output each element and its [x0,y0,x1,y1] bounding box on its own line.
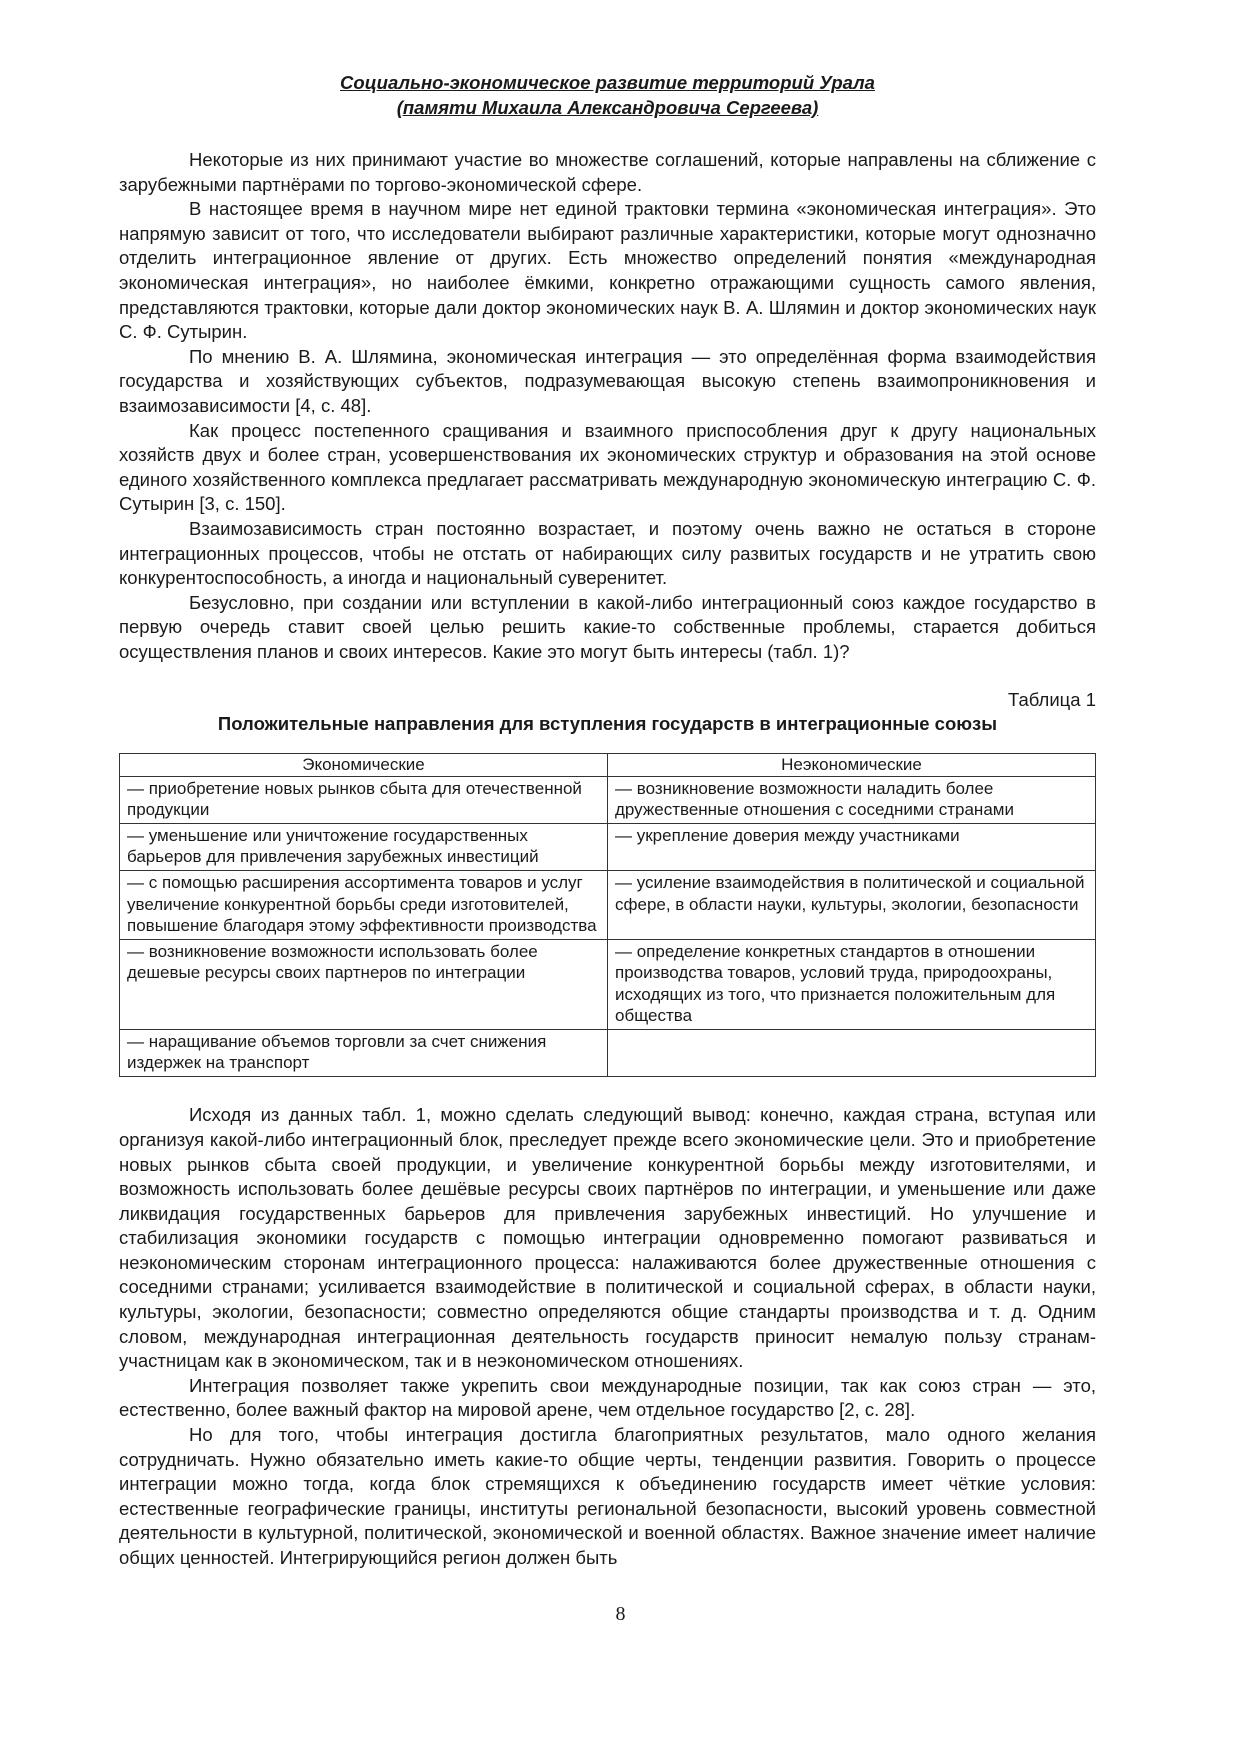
paragraph: Интеграция позволяет также укрепить свои международные позиции, так как союз стран — это, естественно, более важный фактор на мировой арене, чем отдельное государство [2, с. 28]. [119,1374,1096,1421]
table-title: Положительные направления для вступления государств в интеграционные союзы [217,713,998,735]
table-cell: — усиление взаимодействия в политической и социальной сфере, в области науки, культуры, экологии, безопасности [608,871,1096,940]
paragraph: Как процесс постепенного сращивания и взаимного приспособления друг к другу национальных хозяйств двух и более стран, усовершенствования их экономических структур и образования на этой основе единого хозяйственного комплекса предлагает рассматривать международную экономическую интеграцию С. Ф. Сутырин [3, с. 150]. [119,419,1096,515]
paragraph: Некоторые из них принимают участие во множестве соглашений, которые направлены на сближение с зарубежными партнёрами по торгово-экономической сфере. [119,149,1096,195]
table-row [120,940,1096,1030]
conclusion-text [119,1103,1096,1570]
running-header-line-2: (памяти Михаила Александровича Сергеева) [396,97,819,118]
table-row [120,1029,1096,1076]
table-row [120,776,1096,823]
table-cell: — наращивание объемов торговли за счет снижения издержек на транспорт [120,1029,608,1076]
table-cell: — приобретение новых рынков сбыта для отечественной продукции [120,776,608,823]
table-cell: — определение конкретных стандартов в отношении производства товаров, условий труда, природоохраны, исходящих из того, что признается положительным для общества [608,940,1096,1030]
table-row [120,871,1096,940]
column-header-economic: Экономические [120,754,608,776]
table-cell: — уменьшение или уничтожение государственных барьеров для привлечения зарубежных инвестиций [120,824,608,871]
page-number: 8 [615,1603,626,1625]
table-cell: — возникновение возможности использовать более дешевые ресурсы своих партнеров по интеграции [120,940,608,1030]
table-label: Таблица 1 [1008,689,1096,711]
table-cell [608,1029,1096,1076]
table-cell: — возникновение возможности наладить более дружественные отношения с соседними странами [608,776,1096,823]
table-row [120,824,1096,871]
integration-table [119,753,1096,1077]
running-header-line-1: Социально-экономическое развитие территорий Урала [340,72,875,93]
intro-text [119,148,1096,664]
paragraph: По мнению В. А. Шлямина, экономическая интеграция — это определённая форма взаимодействия государства и хозяйствующих субъектов, подразумевающая высокую степень взаимопроникновения и взаимозависимости [4, с. 48]. [119,345,1096,416]
column-header-non-economic: Неэкономические [608,754,1096,776]
table-cell: — укрепление доверия между участниками [608,824,1096,871]
paragraph: В настоящее время в научном мире нет единой трактовки термина «экономическая интеграция». Это напрямую зависит от того, что исследователи выбирают различные характеристики, которые могут однозначно отделить интеграционное явление от других. Есть множество определений понятия «международная экономическая интеграция», но наиболее ёмкими, конкретно отражающими сущность самого явления, представляются трактовки, которые дали доктор экономических наук В. А. Шлямин и доктор экономических наук С. Ф. Сутырин. [119,198,1096,343]
paragraph: Но для того, чтобы интеграция достигла благоприятных результатов, мало одного желания сотрудничать. Нужно обязательно иметь какие-то общие черты, тенденции развития. Говорить о процессе интеграции можно тогда, когда блок стремящихся к объединению государств имеет чёткие условия: естественные географические границы, институты региональной безопасности, высокий уровень совместной деятельности в культурной, политической, экономической и военной областях. Важное значение имеет наличие общих ценностей. Интегрирующийся регион должен быть [119,1424,1096,1568]
paragraph: Безусловно, при создании или вступлении в какой-либо интеграционный союз каждое государство в первую очередь ставит своей целью решить какие-то собственные проблемы, старается добиться осуществления планов и своих интересов. Какие это могут быть интересы (табл. 1)? [119,591,1096,662]
table-cell: — с помощью расширения ассортимента товаров и услуг увеличение конкурентной борьбы среди изготовителей, повышение благодаря этому эффективности производства [120,871,608,940]
table-header-row [120,754,1096,776]
paragraph: Взаимозависимость стран постоянно возрастает, и поэтому очень важно не остаться в стороне интеграционных процессов, чтобы не отстать от набирающих силу развитых государств и не утратить свою конкурентоспособность, а иногда и национальный суверенитет. [119,517,1096,589]
paragraph: Исходя из данных табл. 1, можно сделать следующий вывод: конечно, каждая страна, вступая или организуя какой-либо интеграционный блок, преследует прежде всего экономические цели. Это и приобретение новых рынков сбыта своей продукции, и увеличение конкурентной борьбы между изготовителями, и возможность использовать более дешёвые ресурсы своих партнёров по интеграции, и уменьшение или даже ликвидация государственных барьеров для привлечения зарубежных инвестиций. Но улучшение и стабилизация экономики государств с помощью интеграции одновременно помогают развиваться и неэкономическим сторонам интеграционного процесса: налаживаются более дружественные отношения с соседними странами; усиливается взаимодействие в политической и социальной сферах, в области науки, культуры, экологии, безопасности; совместно определяются общие стандарты производства и т. д. Одним словом, международная интеграционная деятельность государств приносит немалую пользу странам-участницам как в экономическом, так и в неэкономическом отношениях. [119,1104,1096,1372]
document-page [119,70,1096,1571]
